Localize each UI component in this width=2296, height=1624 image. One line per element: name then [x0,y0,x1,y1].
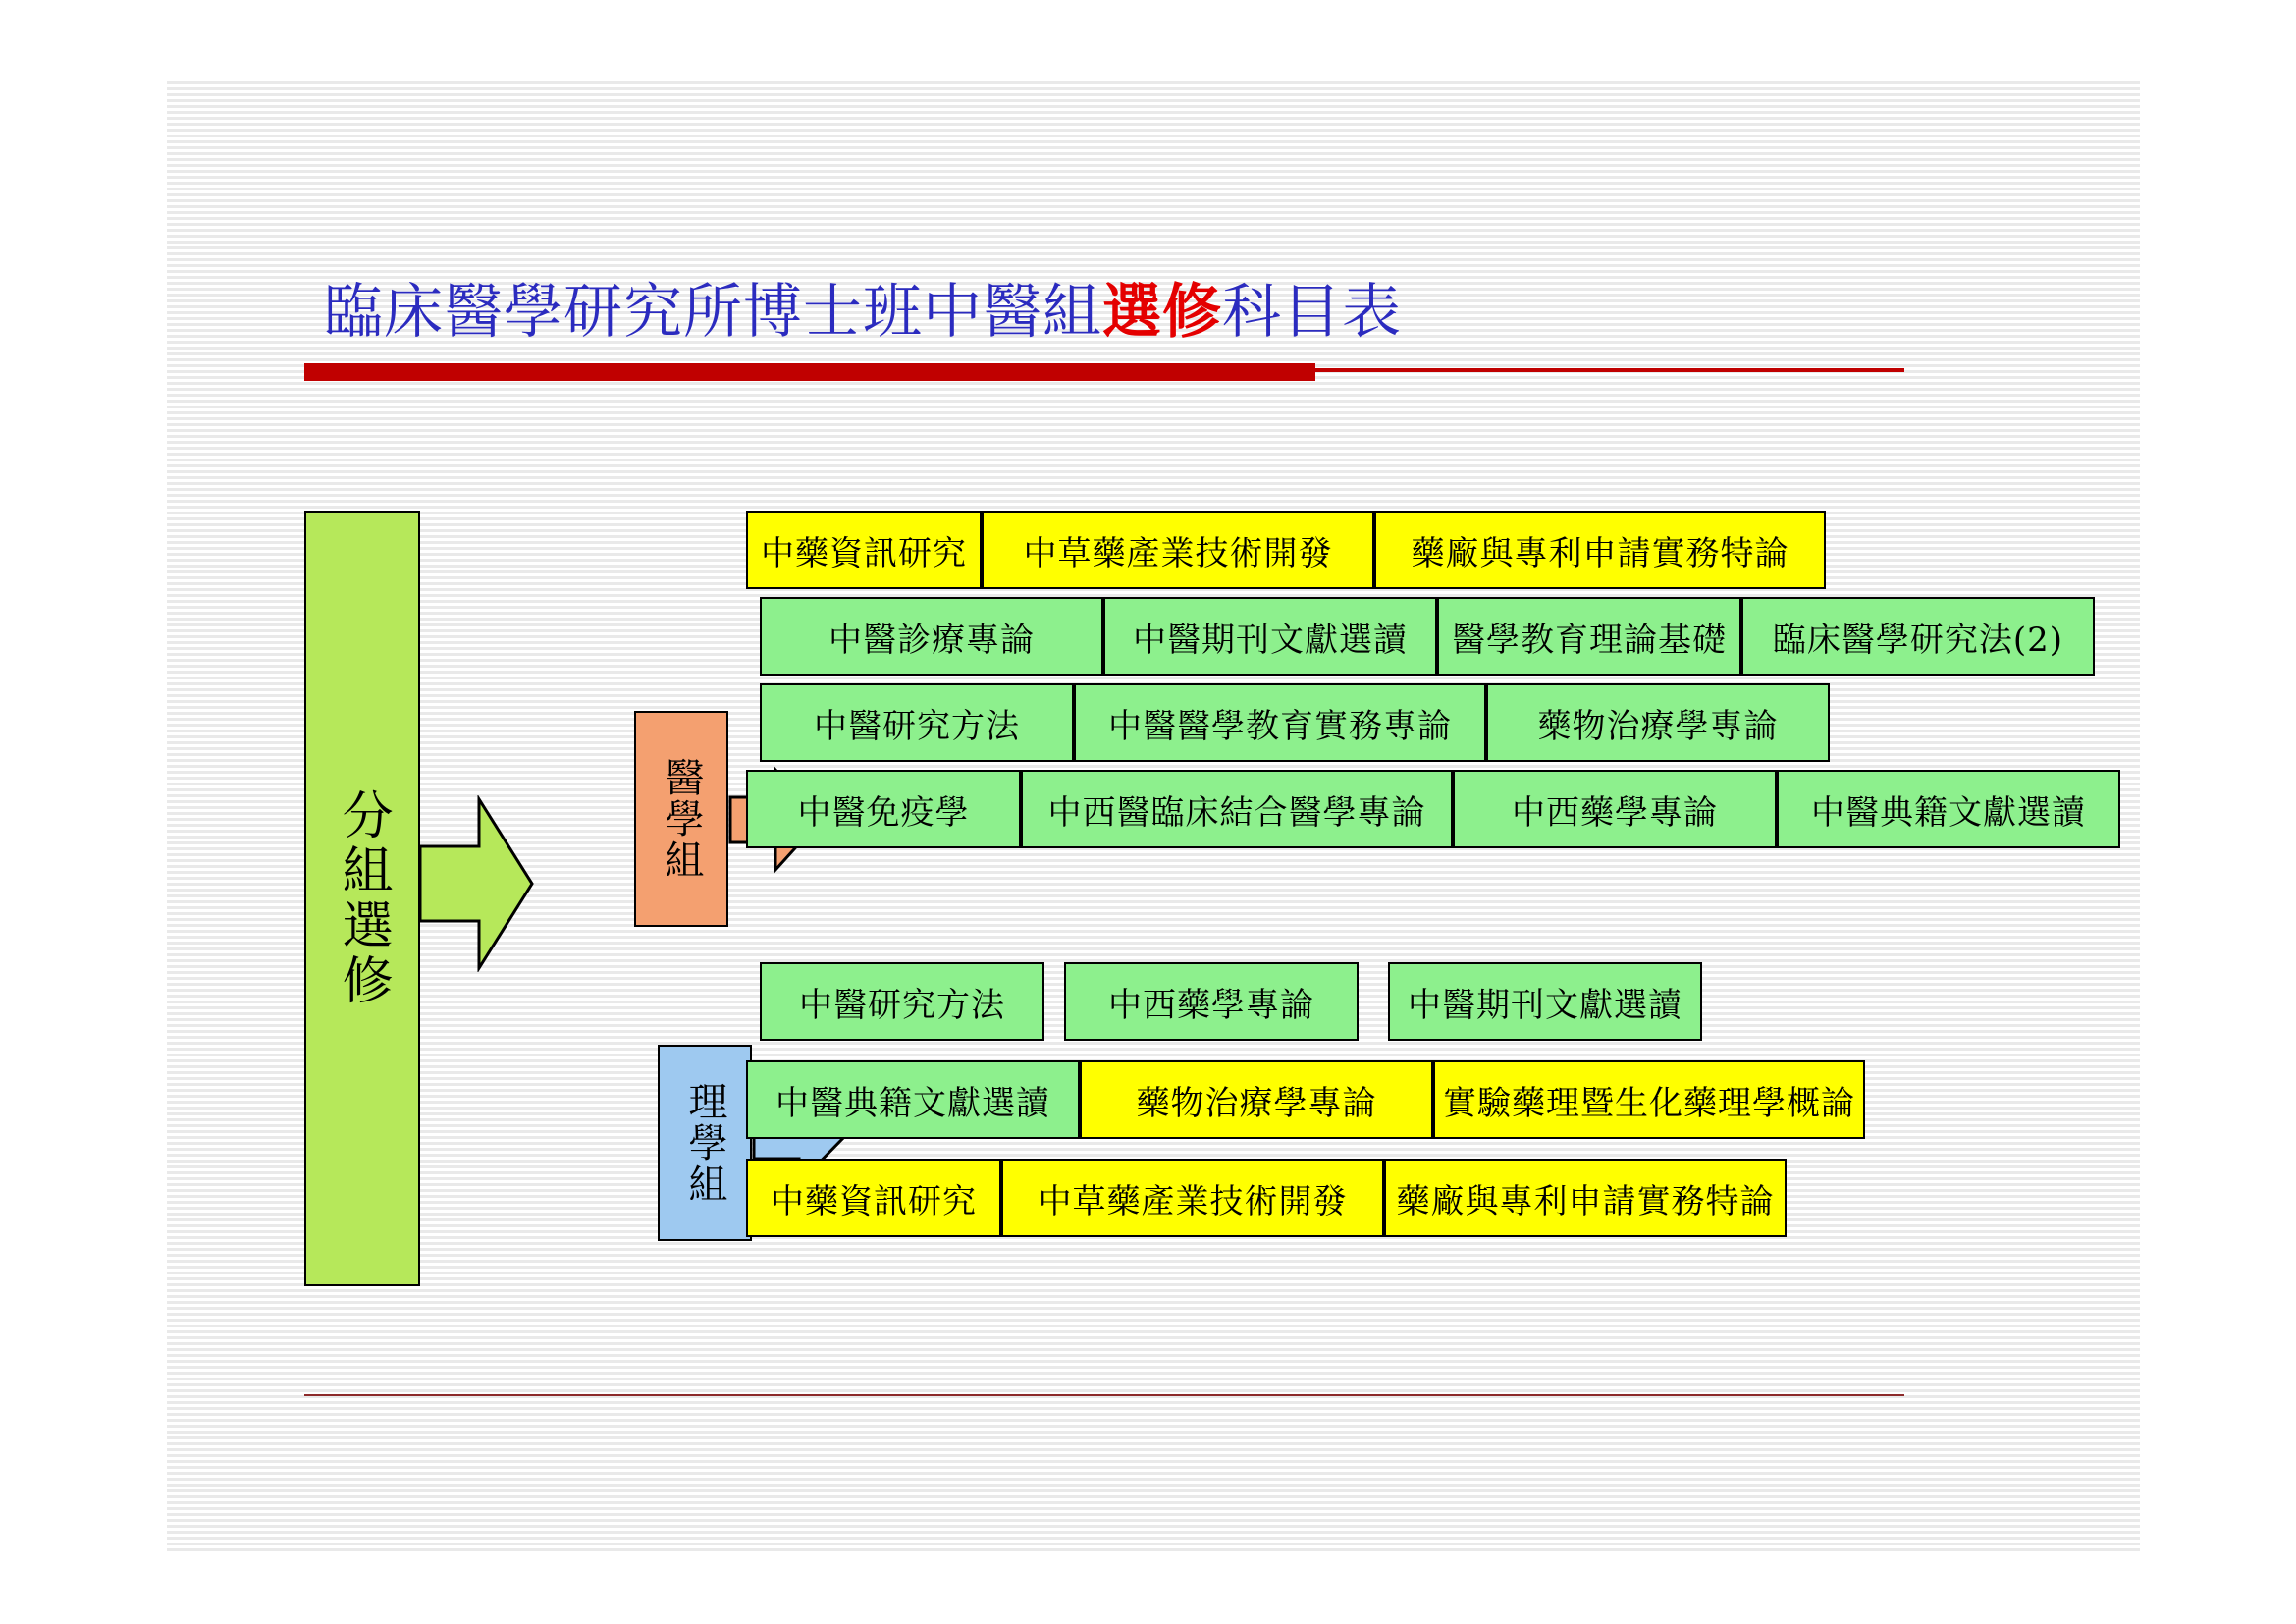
category-science-label: 理學組 [682,1081,727,1205]
category-medical-group [634,711,728,927]
title-suffix: 科目表 [1222,278,1402,347]
science-course-box: 中醫典籍文獻選讀 [746,1060,1080,1139]
group-select-box [304,511,420,1286]
medical-course-box: 中醫診療專論 [760,597,1103,676]
title-rule-thin [1315,368,1904,372]
category-science-group [658,1045,752,1241]
title-prefix: 臨床醫學研究所博士班中醫組 [324,278,1102,347]
medical-course-box: 中醫醫學教育實務專論 [1074,683,1486,762]
title-block [324,265,1993,350]
science-course-box: 藥廠與專利申請實務特論 [1384,1159,1787,1237]
science-course-box: 中醫研究方法 [760,962,1044,1041]
medical-course-box: 中草藥產業技術開發 [982,511,1374,589]
science-course-box: 中藥資訊研究 [746,1159,1001,1237]
science-course-box: 實驗藥理暨生化藥理學概論 [1433,1060,1865,1139]
medical-course-box: 中藥資訊研究 [746,511,982,589]
category-medical-label: 醫學組 [659,757,704,881]
science-course-box: 中草藥產業技術開發 [1001,1159,1384,1237]
bottom-rule [304,1394,1904,1396]
title-highlight: 選修 [1102,278,1222,347]
medical-course-box: 臨床醫學研究法(2) [1741,597,2095,676]
title-rule-thick [304,363,1315,381]
big-arrow-icon [418,795,534,972]
medical-course-box: 中醫研究方法 [760,683,1074,762]
medical-course-box: 中西藥學專論 [1453,770,1777,848]
slide-canvas [167,79,2140,1551]
science-course-box: 藥物治療學專論 [1080,1060,1433,1139]
medical-course-box: 藥物治療學專論 [1486,683,1830,762]
group-select-label: 分組選修 [333,788,393,1008]
medical-course-box: 中醫典籍文獻選讀 [1777,770,2120,848]
medical-course-box: 藥廠與專利申請實務特論 [1374,511,1826,589]
medical-course-box: 中醫期刊文獻選讀 [1103,597,1437,676]
science-course-box: 中西藥學專論 [1064,962,1359,1041]
medical-course-box: 中西醫臨床結合醫學專論 [1021,770,1453,848]
medical-course-box: 中醫免疫學 [746,770,1021,848]
page-title [324,265,1993,350]
medical-course-box: 醫學教育理論基礎 [1437,597,1741,676]
science-course-box: 中醫期刊文獻選讀 [1388,962,1702,1041]
